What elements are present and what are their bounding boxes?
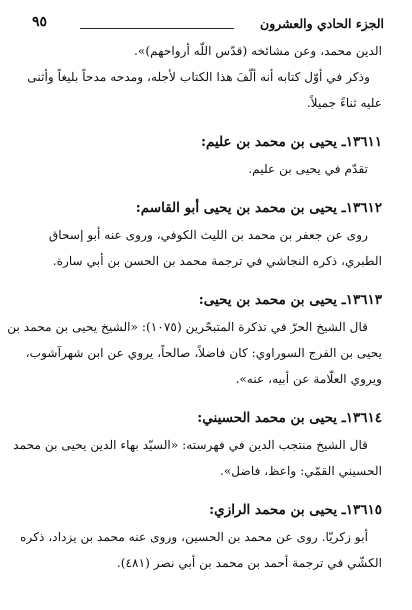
page-header bbox=[32, 14, 384, 36]
entry-13615 bbox=[20, 496, 382, 576]
entry-line: يحيى بن الفرج السوراوي: كان فاضلاً، صالحاً، يروي عن ابن شهرآشوب، bbox=[25, 346, 382, 360]
entry-13612 bbox=[34, 194, 382, 274]
running-title: الجزء الحادي والعشرون bbox=[260, 16, 384, 31]
entry-title: ١٣٦١٥ـ يحيى بن محمد الرازي: bbox=[209, 502, 382, 518]
entry-line: الطبري، ذكره النجاشي في ترجمة محمد بن الحسن بن أبي سارة. bbox=[52, 254, 382, 268]
entry-line: أبو زكريّا. روى عن محمد بن الحسين، وروى عنه محمد بن يزداد، ذكره bbox=[20, 530, 368, 544]
entry-line: ويروي العلّامة عن أبيه، عنه». bbox=[235, 372, 382, 386]
entry-13613 bbox=[7, 286, 382, 392]
entry-13614 bbox=[13, 404, 382, 484]
entry-line: تقدّم في يحيى بن عليم. bbox=[248, 162, 368, 176]
entry-title: ١٣٦١١ـ يحيى بن محمد بن عليم: bbox=[201, 134, 382, 150]
entry-title: ١٣٦١٣ـ يحيى بن محمد بن يحيى: bbox=[198, 292, 382, 308]
entry-13611 bbox=[34, 128, 382, 182]
intro-line: وذكر في أوّل كتابه أنه ألّفَ هذا الكتاب لأجله، ومدحه مدحاً بليغاً وأثنى bbox=[27, 70, 370, 84]
entry-line: الحسيني القمّي: واعظ، فاضل». bbox=[219, 464, 382, 478]
entry-title: ١٣٦١٤ـ يحيى بن محمد الحسيني: bbox=[197, 410, 382, 426]
header-rule bbox=[80, 28, 234, 29]
page-body bbox=[7, 38, 382, 576]
entry-line: قال الشيخ الحرّ في تذكرة المتبحّرين (١٠٧٥): «الشيخ يحيى بن محمد بن bbox=[7, 320, 368, 334]
entry-line: قال الشيخ منتجب الدين في فهرسته: «السيّد بهاء الدين يحيى بن محمد bbox=[13, 438, 368, 452]
page-number: ٩٥ bbox=[32, 14, 48, 30]
entry-title: ١٣٦١٢ـ يحيى بن محمد بن يحيى أبو القاسم: bbox=[135, 200, 382, 216]
intro-paragraph bbox=[27, 38, 382, 116]
intro-line: الدين محمد، وعن مشائخه (قدّس اللّه أرواحهم)». bbox=[134, 44, 382, 58]
entry-line: روى عن جعفر بن محمد بن الليث الكوفي، وروى عنه أبو إسحاق bbox=[48, 228, 368, 242]
intro-line: عليه ثناءً جميلاً. bbox=[306, 96, 382, 110]
entry-line: الكشّي في ترجمة أحمد بن محمد بن أبي نصر (٤٨١). bbox=[116, 556, 382, 570]
